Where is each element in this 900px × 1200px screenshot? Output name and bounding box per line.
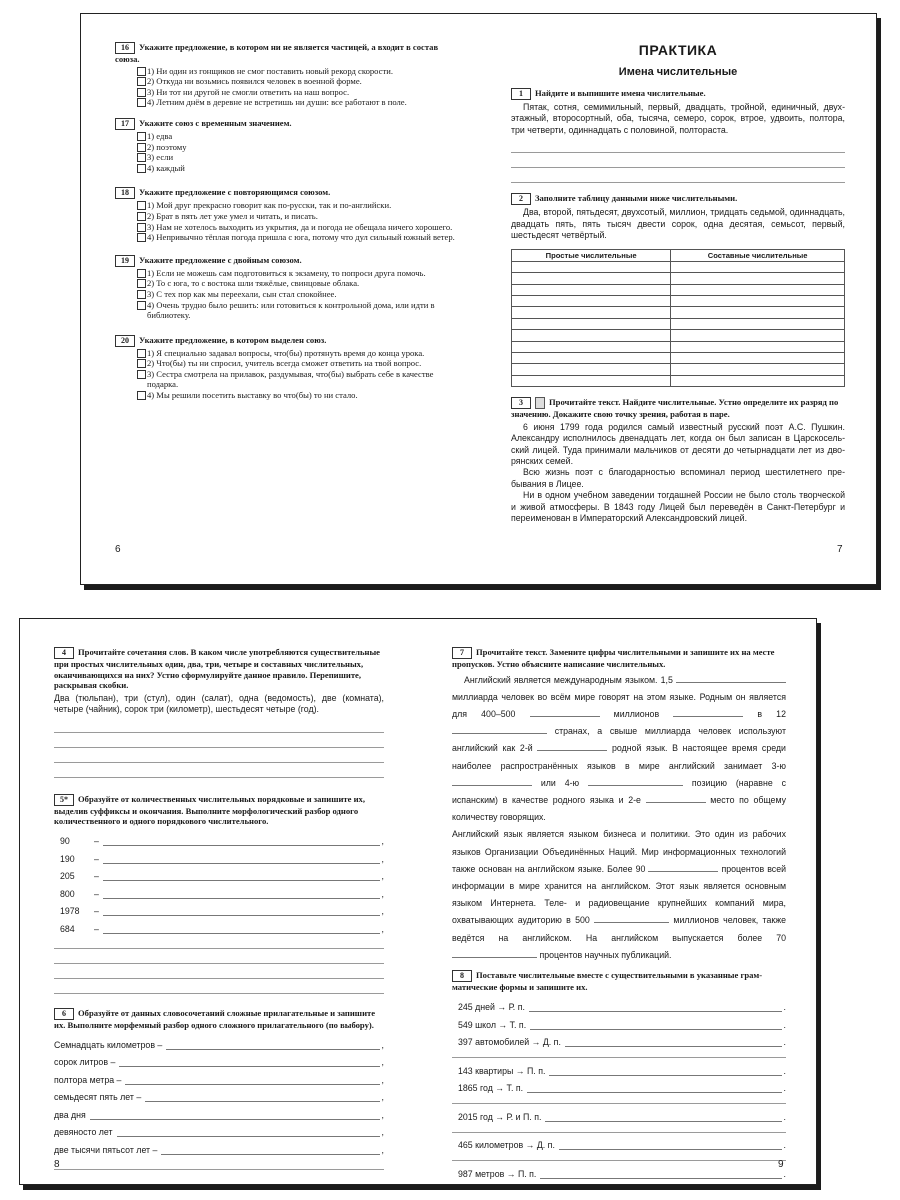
answer-line[interactable] (511, 153, 845, 168)
answer-option[interactable] (137, 348, 455, 359)
fill-row (54, 1067, 384, 1085)
option-label: 2) То с юга, то с востока шли тяжёлые, свинцовые облака. (147, 278, 360, 289)
task-text: Два (тюльпан), три (стул), один (салат), одна (ведомость), две (комната), четыре (чайник), сорок три (километр), шестьдесят четыре (год). (54, 692, 384, 715)
task-question: Укажите предложение с двойным союзом. (139, 254, 302, 265)
table-cell[interactable] (512, 375, 671, 386)
option-label: 1) едва (147, 130, 173, 141)
option-label: 4) Очень трудно было решить: или готовиться к контрольной дома, или идти в библиотеку. (147, 299, 435, 321)
table-cell[interactable] (671, 273, 845, 284)
answer-option[interactable] (137, 200, 455, 211)
task-number: 17 (115, 118, 135, 130)
answer-line[interactable] (54, 964, 384, 979)
checkbox[interactable] (137, 370, 146, 379)
table-row (512, 352, 845, 363)
answer-line[interactable] (511, 168, 845, 183)
dash-separator: – (94, 853, 99, 864)
comma: , (381, 1127, 384, 1138)
comma: , (381, 888, 384, 899)
fill-row (452, 995, 786, 1013)
fill-row (54, 1102, 384, 1120)
table-cell[interactable] (512, 318, 671, 329)
answer-option[interactable] (137, 268, 455, 279)
table-cell[interactable] (671, 375, 845, 386)
dash-separator: – (94, 871, 99, 882)
fill-label: 205 (60, 871, 75, 882)
table-cell[interactable] (512, 330, 671, 341)
checkbox[interactable] (137, 349, 146, 358)
paragraph: Ни в одном учебном заведении тогдашней России не было столь творческой и живой атмосферы. В 1843 году Лицей был переведён в Санкт-Петербург и переименован в Императорский Александровский лицей. (511, 490, 845, 523)
fill-row (452, 1133, 786, 1151)
checkbox[interactable] (137, 269, 146, 278)
task-text: Пятак, сотня, семимильный, первый, двадцать, тройной, единичный, двухэтажный, второсортный, оба, тысяча, семеро, сорок, втрое, удвоить, полтора, три четверти, одиннадцать с половиной, полтораста. (511, 102, 845, 135)
answer-blank[interactable] (103, 922, 380, 934)
task-number: 5* (54, 794, 74, 806)
comma: , (381, 1092, 384, 1103)
period: . (783, 1083, 786, 1094)
task-question: Заполните таблицу данными ниже числительными. (535, 193, 738, 204)
fill-label: 190 (60, 853, 75, 864)
option-label: 3) Сестра смотрела на прилавок, раздумывая, что(бы) выбрать себе в качестве подарка. (147, 368, 434, 390)
answer-blank[interactable] (119, 1055, 379, 1067)
task-number: 6 (54, 1008, 74, 1020)
paragraph: 6 июня 1799 года родился самый известный русский поэт А.С. Пушкин. Александру исполнилось двенадцать лет, когда он был записан в Царскосельский лицей. Туда принимали мальчиков от десяти до четырнадцати лет из дворянских семей. (511, 421, 845, 466)
task-question: Прочитайте текст. Найдите числительные. Устно определите их разряд по значению. Докажите свою точку зрения, работая в паре. (511, 397, 839, 420)
option-label: 2) поэтому (147, 141, 187, 152)
page-9 (452, 647, 786, 1184)
text-segment: странах, а свыше миллиарда человек используют английский как 2-й (452, 726, 786, 754)
table-cell[interactable] (671, 284, 845, 295)
numerals-table (511, 249, 845, 387)
task-question: Найдите и выпишите имена числительные. (535, 88, 706, 98)
task-question: Укажите предложение, в котором выделен союз. (139, 334, 327, 345)
option-label: 2) Что(бы) ты ни спросил, учитель всегда сможет ответить на твой вопрос. (147, 358, 422, 369)
table-header-compound: Составные числительные (671, 250, 845, 261)
comma: , (381, 1144, 384, 1155)
page-number-8: 8 (54, 1159, 60, 1170)
answer-blank[interactable] (676, 673, 786, 683)
dash-separator: – (94, 888, 99, 899)
answer-line[interactable] (54, 748, 384, 763)
task-number: 3 (511, 397, 531, 409)
answer-blank[interactable] (452, 948, 537, 958)
text-segment: процентов научных публикаций. (539, 949, 672, 960)
answer-line[interactable] (54, 934, 384, 949)
answer-option[interactable] (137, 152, 455, 163)
option-label: 3) если (147, 152, 174, 163)
fill-label: 90 (60, 836, 70, 847)
answer-blank[interactable] (103, 869, 380, 881)
answer-blank[interactable] (103, 852, 380, 864)
text-segment: миллионов человек, также ведётся на английском. На английском выпускается более 70 (452, 915, 786, 943)
task-number: 19 (115, 255, 135, 267)
paragraph: Всю жизнь поэт с благодарностью вспоминал период шестилетнего пребывания в Лицее. (511, 467, 845, 489)
checkbox[interactable] (137, 233, 146, 242)
fill-row (452, 1104, 786, 1122)
table-cell[interactable] (671, 341, 845, 352)
checkbox[interactable] (137, 88, 146, 97)
task-20 (115, 335, 455, 347)
fill-row (452, 1012, 786, 1030)
table-cell[interactable] (671, 318, 845, 329)
fill-row (452, 1161, 786, 1179)
page-8 (54, 647, 384, 1184)
checkbox[interactable] (137, 301, 146, 310)
fill-label: 987 метров → П. п. (458, 1168, 537, 1179)
option-label: 2) Брат в пять лет уже умел и читать, и писать. (147, 210, 318, 221)
dash-separator: – (94, 906, 99, 917)
table-cell[interactable] (512, 261, 671, 272)
task-7 (452, 647, 786, 670)
comma: , (381, 836, 384, 847)
task-text: Два, второй, пятьдесят, двухсотый, миллион, тридцать седьмой, одиннадцать, двадцать пять, пять тысяч двести сорок, одна десятая, семьсот, первый, шестьдесят четвёртый. (511, 207, 845, 241)
fill-label: 800 (60, 888, 75, 899)
text-segment: процентов всей информации в мире хранится на английском. Этот язык является основным языком Интернета. Теле- и радиовещание крупнейших компаний мира, охватывающих аудиторию в 500 (452, 863, 786, 926)
table-cell[interactable] (671, 352, 845, 363)
text-segment: миллионов (613, 709, 660, 719)
fill-row (54, 1032, 384, 1050)
table-row (512, 261, 845, 272)
answer-option[interactable] (137, 300, 455, 321)
task-1 (511, 88, 845, 100)
fill-row (452, 1058, 786, 1076)
answer-line[interactable] (452, 1122, 786, 1133)
page-number-6: 6 (115, 544, 121, 555)
fill-label: сорок литров – (54, 1057, 116, 1068)
comma: , (381, 923, 384, 934)
fill-label: 465 километров → Д. п. (458, 1140, 555, 1151)
answer-blank[interactable] (537, 741, 607, 751)
answer-blank[interactable] (559, 1138, 782, 1150)
answer-option[interactable] (137, 289, 455, 300)
fill-row (54, 1050, 384, 1068)
fill-label: 245 дней → Р. п. (458, 1002, 525, 1013)
task-question: Образуйте от количественных числительных порядковые и запишите их, выделив суффиксы и окончания. Выполните морфологический разбор одного количественного и одного порядкового числительного. (54, 793, 366, 827)
table-row (512, 364, 845, 375)
answer-option[interactable] (137, 87, 455, 98)
answer-blank[interactable] (565, 1035, 782, 1047)
option-label: 1) Если не можешь сам подготовиться к экзамену, то попроси друга помочь. (147, 267, 426, 278)
task-2 (511, 193, 845, 205)
fill-label: два дня (54, 1109, 86, 1120)
table-row (512, 375, 845, 386)
table-cell[interactable] (512, 341, 671, 352)
fill-row (54, 1085, 384, 1103)
task-question: Прочитайте сочетания слов. В каком числе употребляются существительные при простых числительных один, два, три, четыре и составных числительных, оканчивающихся на них? Устно сформулируйте данное правило. Перепишите, раскрывая скобки. (54, 647, 380, 691)
text-segment: Английский язык является языком бизнеса и политики. Это один из рабочих языков Организации Объединённых Наций. Мир информационных технологий также основан на английском языке. Более 90 (452, 829, 786, 874)
page-number-9: 9 (778, 1159, 784, 1170)
answer-line[interactable] (54, 949, 384, 964)
table-cell[interactable] (512, 296, 671, 307)
answer-option[interactable] (137, 278, 455, 289)
answer-blank[interactable] (125, 1073, 379, 1085)
option-label: 4) Мы решили посетить выставку во что(бы) то ни стало. (147, 390, 358, 401)
answer-option[interactable] (137, 232, 455, 243)
option-label: 1) Ни один из гонщиков не смог поставить новый рекорд скорости. (147, 65, 393, 76)
task-16 (115, 42, 455, 65)
answer-blank[interactable] (166, 1038, 379, 1050)
practice-heading: ПРАКТИКА (638, 42, 718, 58)
answer-blank[interactable] (103, 887, 380, 899)
answer-blank[interactable] (452, 776, 532, 786)
answer-blank[interactable] (648, 862, 718, 872)
fill-label: 684 (60, 923, 75, 934)
text-segment: в 12 (757, 709, 786, 719)
period: . (783, 1037, 786, 1048)
answer-option[interactable] (137, 66, 455, 77)
answer-line[interactable] (54, 733, 384, 748)
fill-label: две тысячи пятьсот лет – (54, 1144, 158, 1155)
fill-label: девяносто лет (54, 1127, 113, 1138)
table-cell[interactable] (671, 296, 845, 307)
text-segment: место по общему количеству говорящих. (452, 795, 786, 823)
task-text (452, 672, 786, 964)
answer-blank[interactable] (161, 1143, 379, 1155)
fill-label: 1865 год → Т. п. (458, 1083, 524, 1094)
fill-label: 1978 (60, 906, 80, 917)
fill-row (54, 1120, 384, 1138)
checkbox[interactable] (137, 290, 146, 299)
comma: , (381, 853, 384, 864)
option-label: 4) Непривычно тёплая погода пришла с юга, потому что дул сильный южный ветер. (147, 232, 455, 243)
checkbox[interactable] (137, 77, 146, 86)
task-18 (115, 187, 455, 199)
answer-line[interactable] (452, 1093, 786, 1104)
answer-blank[interactable] (145, 1090, 379, 1102)
page-7 (511, 42, 845, 584)
page-6 (115, 42, 455, 584)
fill-row (60, 829, 384, 847)
answer-option[interactable] (137, 163, 455, 174)
table-header-simple: Простые числительные (512, 250, 671, 261)
checkbox[interactable] (137, 143, 146, 152)
table-cell[interactable] (671, 261, 845, 272)
task-question: Прочитайте текст. Замените цифры числительными и запишите их на месте пропусков. Устно объясните написание числительных. (452, 647, 775, 669)
page-number-7: 7 (837, 544, 843, 555)
option-label: 4) каждый (147, 162, 185, 173)
task-question: Укажите предложение с повторяющимся союзом. (139, 187, 331, 198)
task-5 (54, 794, 384, 827)
task-number: 16 (115, 42, 135, 54)
checkbox[interactable] (137, 223, 146, 232)
text-segment: миллиарда человек во всём мире говорят на этом языке. Родным он является для 400–500 (452, 691, 786, 719)
comma: , (381, 1074, 384, 1085)
text-segment: позицию (наравне с испанским) в качестве родного языка и 2-е (452, 777, 786, 806)
table-row (512, 341, 845, 352)
checkbox[interactable] (137, 153, 146, 162)
fill-label: 397 автомобилей → Д. п. (458, 1037, 561, 1048)
task-number: 20 (115, 335, 135, 347)
fill-label: 143 квартиры → П. п. (458, 1065, 546, 1076)
task-6 (54, 1008, 384, 1031)
checkbox[interactable] (137, 132, 146, 141)
answer-blank[interactable] (527, 1081, 782, 1093)
option-label: 3) С тех пор как мы переехали, сын стал спокойнее. (147, 288, 337, 299)
answer-blank[interactable] (103, 904, 380, 916)
answer-line[interactable] (54, 979, 384, 994)
answer-option[interactable] (137, 76, 455, 87)
comma: , (381, 871, 384, 882)
answer-blank[interactable] (530, 1018, 781, 1030)
table-cell[interactable] (512, 364, 671, 375)
answer-blank[interactable] (117, 1125, 380, 1137)
option-label: 3) Ни тот ни другой не смогли ответить на наш вопрос. (147, 86, 350, 97)
fill-row (60, 899, 384, 917)
checkbox[interactable] (137, 67, 146, 76)
answer-line[interactable] (452, 1150, 786, 1161)
answer-blank[interactable] (540, 1167, 781, 1179)
fill-row (60, 846, 384, 864)
answer-blank[interactable] (529, 1000, 782, 1012)
checkbox[interactable] (137, 212, 146, 221)
section-subheading: Имена числительные (618, 66, 738, 78)
answer-option[interactable] (137, 142, 455, 153)
answer-line[interactable] (511, 138, 845, 153)
table-cell[interactable] (671, 364, 845, 375)
period: . (783, 1111, 786, 1122)
task-number: 4 (54, 647, 74, 659)
option-label: 4) Летним днём в деревне не встретишь ни души: все работают в поле. (147, 97, 407, 108)
text-segment: Английский является международным языком. 1,5 (464, 674, 673, 685)
task-number: 8 (452, 970, 472, 982)
answer-option[interactable] (137, 131, 455, 142)
fill-label: Семнадцать километров – (54, 1039, 163, 1050)
table-row (512, 273, 845, 284)
answer-option[interactable] (137, 390, 455, 401)
period: . (783, 1002, 786, 1013)
period: . (783, 1168, 786, 1179)
text-segment: или 4-ю (540, 777, 580, 788)
answer-blank[interactable] (103, 834, 380, 846)
fill-label: полтора метра – (54, 1074, 122, 1085)
task-number: 7 (452, 647, 472, 659)
option-label: 3) Нам не хотелось выходить из укрытия, да и погода не обещала ничего хорошего. (147, 221, 453, 232)
answer-blank[interactable] (452, 724, 547, 734)
checkbox[interactable] (137, 164, 146, 173)
period: . (783, 1140, 786, 1151)
answer-option[interactable] (137, 358, 455, 369)
answer-blank[interactable] (588, 776, 683, 786)
task-question: Укажите союз с временным значением. (139, 117, 292, 128)
table-row (512, 307, 845, 318)
answer-blank[interactable] (646, 793, 706, 803)
comma: , (381, 1109, 384, 1120)
answer-line[interactable] (54, 763, 384, 778)
answer-option[interactable] (137, 211, 455, 222)
table-row (512, 318, 845, 329)
table-cell[interactable] (512, 352, 671, 363)
fill-row (60, 864, 384, 882)
fill-label: 549 школ → Т. п. (458, 1019, 527, 1030)
option-label: 2) Откуда ни возьмись появился человек в военной форме. (147, 76, 362, 87)
table-cell[interactable] (671, 307, 845, 318)
answer-option[interactable] (137, 97, 455, 108)
checkbox[interactable] (137, 359, 146, 368)
fill-row (54, 1137, 384, 1155)
task-17 (115, 118, 455, 130)
task-question: Образуйте от данных словосочетаний сложные прилагательные и запишите их. Выполните морфемный разбор одного сложного прилагательного (по выбору). (54, 1007, 376, 1030)
fill-row (60, 881, 384, 899)
answer-blank[interactable] (530, 707, 600, 717)
table-cell[interactable] (512, 307, 671, 318)
comma: , (381, 1057, 384, 1068)
answer-blank[interactable] (90, 1108, 380, 1120)
option-label: 1) Я специально задавал вопросы, что(бы) протянуть время до конца урока. (147, 347, 425, 358)
answer-option[interactable] (137, 222, 455, 233)
comma: , (381, 906, 384, 917)
book-icon (535, 397, 545, 409)
fill-row (60, 916, 384, 934)
comma: , (381, 1039, 384, 1050)
checkbox[interactable] (137, 98, 146, 107)
task-8 (452, 970, 786, 993)
checkbox[interactable] (137, 201, 146, 210)
table-row (512, 284, 845, 295)
period: . (783, 1065, 786, 1076)
task-question: Укажите предложение, в котором ни не является частицей, а входит в состав союза. (115, 42, 439, 64)
answer-line[interactable] (54, 1155, 384, 1170)
checkbox[interactable] (137, 391, 146, 400)
checkbox[interactable] (137, 279, 146, 288)
dash-separator: – (94, 923, 99, 934)
table-row (512, 296, 845, 307)
task-19 (115, 255, 455, 267)
answer-blank[interactable] (594, 913, 669, 923)
table-cell[interactable] (671, 330, 845, 341)
task-question: Поставьте числительные вместе с существительными в указанные грамматические формы и запишите их. (452, 970, 763, 993)
answer-option[interactable] (137, 369, 455, 390)
answer-blank[interactable] (673, 707, 743, 717)
option-label: 1) Мой друг прекрасно говорит как по-русски, так и по-английски. (147, 200, 392, 211)
top-spread (80, 13, 877, 585)
fill-label: 2015 год → Р. и П. п. (458, 1111, 542, 1122)
fill-label: семьдесят пять лет – (54, 1092, 142, 1103)
bottom-spread (19, 618, 817, 1185)
answer-blank[interactable] (549, 1064, 781, 1076)
task-number: 1 (511, 88, 531, 100)
answer-line[interactable] (54, 718, 384, 733)
task-3 (511, 397, 845, 420)
fill-row (452, 1076, 786, 1094)
answer-line[interactable] (452, 1047, 786, 1058)
task-number: 18 (115, 187, 135, 199)
period: . (783, 1019, 786, 1030)
table-row (512, 330, 845, 341)
task-number: 2 (511, 193, 531, 205)
answer-blank[interactable] (545, 1110, 781, 1122)
table-cell[interactable] (512, 273, 671, 284)
text-segment: родной язык. В настоящее время среди наиболее распространённых языков в мире английский занимает 3-ю (452, 743, 786, 771)
table-cell[interactable] (512, 284, 671, 295)
dash-separator: – (94, 836, 99, 847)
task-4 (54, 647, 384, 691)
fill-row (452, 1030, 786, 1048)
